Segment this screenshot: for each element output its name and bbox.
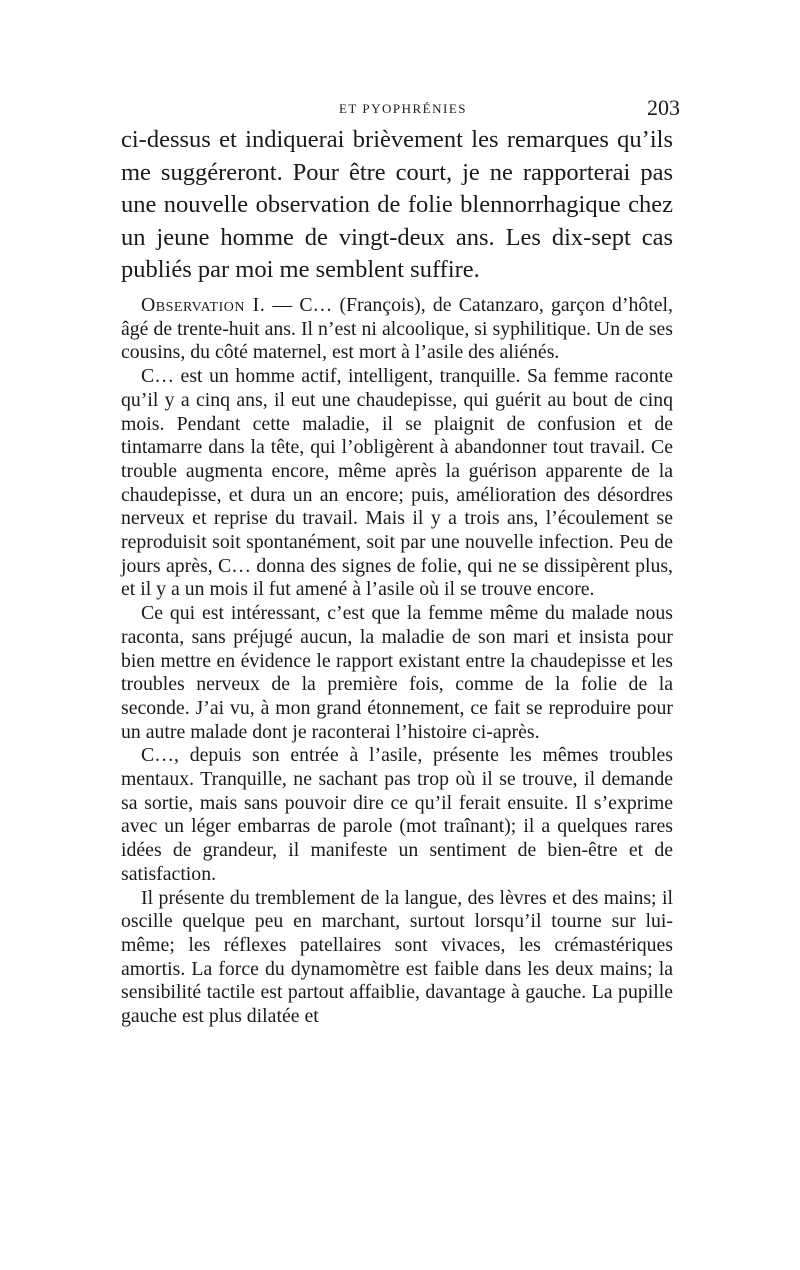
intro-paragraph-block (121, 124, 673, 287)
observation-first-paragraph-text: — C… (François), de Catanzaro, garçon d’hôtel, âgé de trente-huit ans. Il n’est ni alcoolique, si syphilitique. Un de ses cousins, du côté maternel, est mort à l’asile des aliénés. (121, 294, 673, 364)
intro-paragraph: ci-dessus et indiquerai brièvement les remarques qu’ils me suggéreront. Pour être court, je ne rapporterai pas une nouvelle observation de folie blennorrhagique chez un jeune homme de vingt-deux ans. Les dix-sept cas publiés par moi me semblent suffire. (121, 126, 673, 284)
observation-first-paragraph (121, 294, 673, 365)
observation-paragraph: C… est un homme actif, intelligent, tranquille. Sa femme raconte qu’il y a cinq ans, il eut une chaudepisse, qui guérit au bout de cinq mois. Pendant cette maladie, il se plaignit de confusion et de tintamarre dans la tête, qui l’obligèrent à abandonner tout travail. Ce trouble augmenta encore, même après la guérison apparente de la chaudepisse, et dura un an encore; puis, amélioration des désordres nerveux et reprise du travail. Mais il y a trois ans, l’écoulement se reproduisit soit spontanément, soit par une nouvelle infection. Peu de jours après, C… donna des signes de folie, qui ne se dissipèrent plus, et il y a un mois il fut amené à l’asile où il se trouve encore. (121, 365, 673, 601)
observation-paragraph: C…, depuis son entrée à l’asile, présente les mêmes troubles mentaux. Tranquille, ne sachant pas trop où il se trouve, il demande sa sortie, mais sans pouvoir dire ce qu’il ferait ensuite. Il s’exprime avec un léger embarras de parole (mot traînant); il a quelques rares idées de grandeur, il manifeste un sentiment de bien-être et de satisfaction. (121, 744, 673, 885)
observation-block (121, 294, 673, 1029)
observation-paragraph: Il présente du tremblement de la langue, des lèvres et des mains; il oscille quelque peu en marchant, surtout lorsqu’il tourne sur lui-même; les réflexes patellaires sont vivaces, les crémastériques amortis. La force du dynamomètre est faible dans les deux mains; la sensibilité tactile est partout affaiblie, davantage à gauche. La pupille gauche est plus dilatée et (121, 886, 673, 1028)
page-number: 203 (647, 95, 680, 120)
observation-heading: Observation I. (141, 294, 266, 316)
running-title: ET PYOPHRÉNIES (338, 101, 468, 116)
running-head (118, 95, 688, 119)
observation-paragraph: Ce qui est intéressant, c’est que la femme même du malade nous raconta, sans préjugé aucun, la maladie de son mari et insista pour bien mettre en évidence le rapport existant entre la chaudepisse et les troubles nerveux de la première fois, comme de la folie de la seconde. J’ai vu, à mon grand étonnement, ce fait se reproduire pour un autre malade dont je raconterai l’histoire ci-après. (121, 602, 673, 743)
